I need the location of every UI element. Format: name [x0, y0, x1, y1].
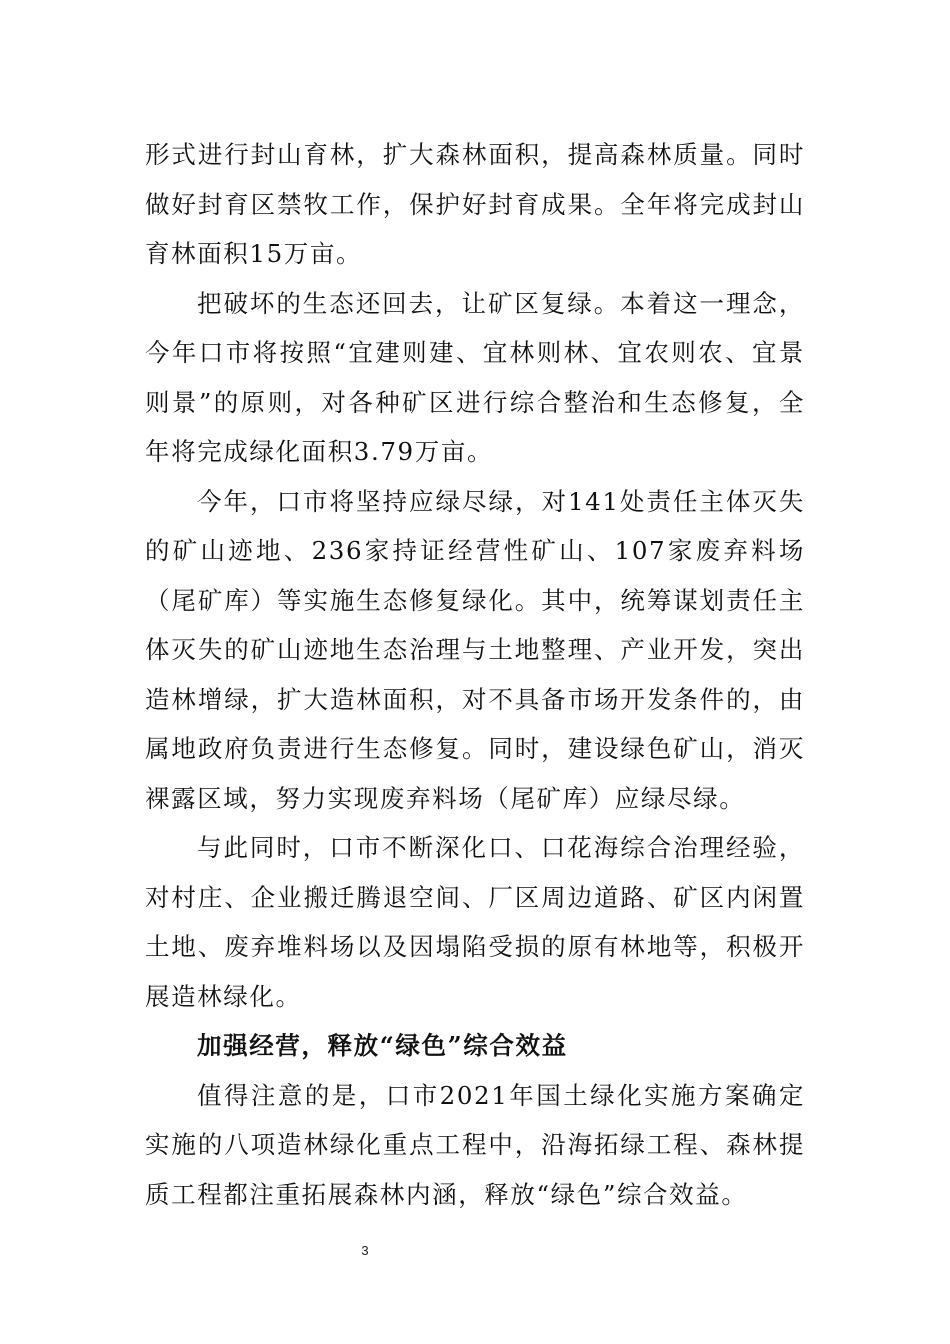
page-number: 3 — [361, 1243, 369, 1258]
paragraph-continuation: 形式进行封山育林，扩大森林面积，提高森林质量。同时做好封育区禁牧工作，保护好封育成果。全年将完成封山育林面积15万亩。 — [145, 140, 805, 268]
section-heading: 加强经营，释放“绿色”综合效益 — [197, 1031, 568, 1060]
paragraph-greening-plan: 今年，口市将坚持应绿尽绿，对141处责任主体灭失的矿山迹地、236家持证经营性矿山、107家废弃料场（尾矿库）等实施生态修复绿化。其中，统筹谋划责任主体灭失的矿山迹地生态治理与土地整理、产业开发，突出造林增绿，扩大造林面积，对不具备市场开发条件的，由属地政府负责进行生态修复。同时，建设绿色矿山，消灭裸露区域，努力实现废弃料场（尾矿库）应绿尽绿。 — [145, 486, 805, 813]
paragraph-key-projects: 值得注意的是，口市2021年国土绿化实施方案确定实施的八项造林绿化重点工程中，沿海拓绿工程、森林提质工程都注重拓展森林内涵，释放“绿色”综合效益。 — [145, 1080, 805, 1209]
paragraph-mine-restoration: 把破坏的生态还回去，让矿区复绿。本着这一理念，今年口市将按照“宜建则建、宜林则林、宜农则农、宜景则景”的原则，对各种矿区进行综合整治和生态修复，全年将完成绿化面积3.79万亩。 — [145, 288, 805, 466]
document-body — [145, 130, 805, 1219]
paragraph-comprehensive-governance: 与此同时，口市不断深化口、口花海综合治理经验，对村庄、企业搬迁腾退空间、厂区周边道路、矿区内闲置土地、废弃堆料场以及因塌陷受损的原有林地等，积极开展造林绿化。 — [145, 833, 805, 1011]
